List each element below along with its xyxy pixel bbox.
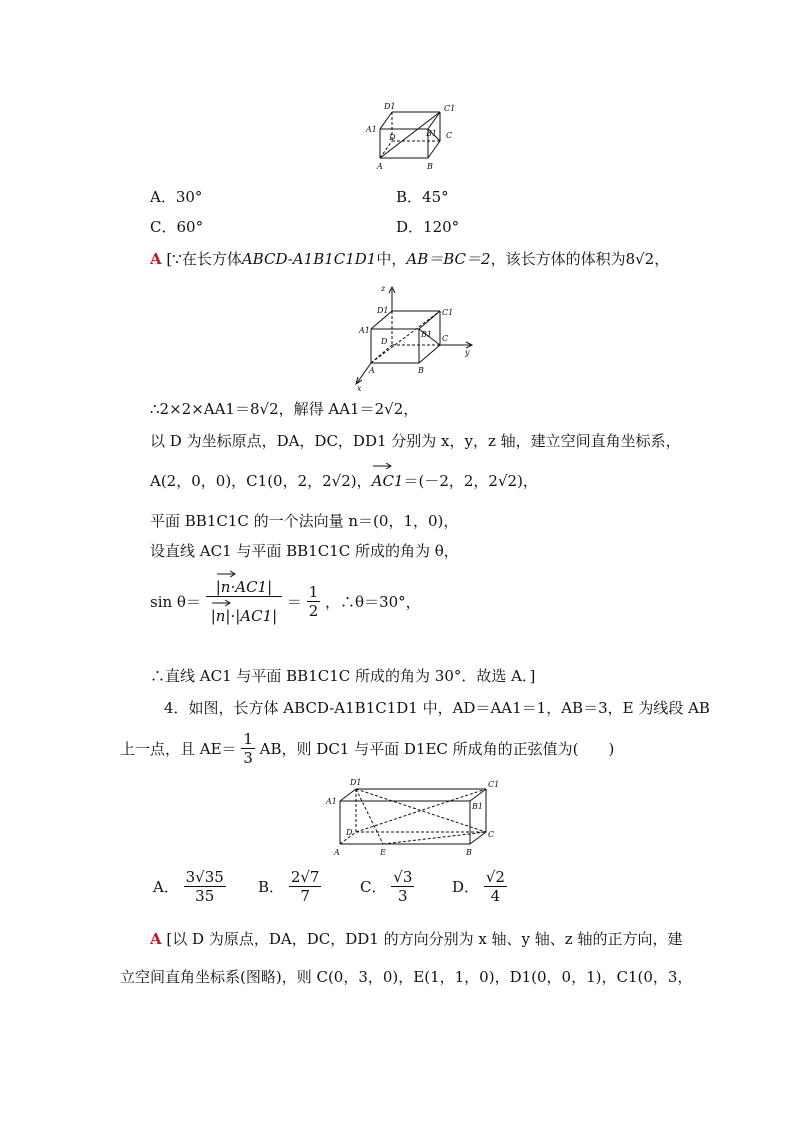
fig1-label: C1 — [444, 104, 456, 113]
q3-sin-formula: sin θ＝ $\frac{|n\cdot AC1|}{|n|\cdot|AC1|}$ ＝ $\frac{1}{2}$ ，∴θ＝30°， — [150, 578, 421, 625]
fig1-label: D — [389, 133, 396, 142]
q4-option-c: C． $\frac{√3}{3}$ — [360, 868, 413, 905]
q3-option-c: C．60° — [150, 218, 204, 236]
q3-option-b: B．45° — [396, 188, 449, 206]
fig3-label: C — [488, 830, 495, 839]
fig2-label: A1 — [359, 326, 370, 335]
fig1-label: A — [377, 162, 383, 171]
q3-step-5: 设直线 AC1 与平面 BB1C1C 所成的角为 θ， — [150, 542, 459, 560]
fig1-label: A1 — [366, 125, 377, 134]
q4-option-d: D． $\frac{√2}{4}$ — [452, 868, 505, 905]
q3-step-2: 以 D 为坐标原点，DA，DC，DD1 分别为 x，y，z 轴，建立空间直角坐标系， — [150, 432, 681, 450]
fig2-label: C1 — [442, 308, 454, 317]
vector-arrow-icon — [372, 461, 392, 469]
fig2-label: x — [357, 384, 362, 393]
fig2-label: z — [381, 284, 386, 293]
fig3-label: E — [380, 848, 386, 857]
fig3-label: A1 — [326, 797, 337, 806]
q4-frac-one-third: $\frac{1}{3}$ — [243, 730, 253, 767]
fig2-label: B — [418, 366, 424, 375]
answer-letter: A — [150, 250, 162, 268]
fig2-label: A — [369, 366, 375, 375]
fig3-label: D1 — [350, 778, 362, 787]
sin-fraction: $\frac{|n\cdot AC1|}{|n|\cdot|AC1|}$ — [206, 578, 282, 625]
q3-option-a: A．30° — [150, 188, 203, 206]
answer-letter: A — [150, 930, 162, 948]
fig2-label: D1 — [377, 306, 389, 315]
q3-step-3: A(2，0，0)，C1(0，2，2√2)， AC1＝(－2，2，2√2)， — [150, 470, 538, 492]
fig3-label: B1 — [472, 802, 483, 811]
vector-ac1: AC1 — [372, 470, 404, 492]
fig3-label: D — [346, 828, 353, 837]
fig1-label: C — [446, 131, 453, 140]
q4-answer-line-1: A [以 D 为原点，DA，DC，DD1 的方向分别为 x 轴、y 轴、z 轴的正方向，建 — [150, 930, 683, 948]
q4-stem-line-2: 上一点，且 AE＝ $\frac{1}{3}$ AB，则 DC1 与平面 D1EC 所成角的正弦值为( ) — [120, 730, 615, 767]
q3-conclusion: ∴直线 AC1 与平面 BB1C1C 所成的角为 30°．故选 A．] — [150, 667, 536, 685]
fig3-label: C1 — [488, 780, 500, 789]
figure-2-cuboid-axes — [345, 283, 480, 393]
fig2-label: C — [442, 334, 449, 343]
fig2-label: B1 — [421, 330, 432, 339]
q4-answer-line-2: 立空间直角坐标系(图略)，则 C(0，3，0)，E(1，1，0)，D1(0，0，1)，C1(0，3， — [120, 968, 693, 986]
vector-arrow-icon — [216, 569, 236, 577]
fig1-label: B — [427, 162, 433, 171]
fig1-label: B1 — [426, 129, 437, 138]
figure-1-cuboid — [360, 98, 470, 174]
q4-option-a: A． $\frac{3√35}{35}$ — [153, 868, 224, 905]
figure-3-long-cuboid — [322, 775, 502, 859]
q4-stem-line-1: 4．如图，长方体 ABCD-A1B1C1D1 中，AD＝AA1＝1，AB＝3，E 为线段 AB — [164, 699, 710, 717]
q4-option-b: B． $\frac{2√7}{7}$ — [258, 868, 320, 905]
fig1-label: D1 — [384, 102, 396, 111]
q3-answer-intro: A [∵在长方体ABCD-A1B1C1D1中，AB＝BC＝2，该长方体的体积为8√2， — [150, 250, 670, 268]
fig2-label: D — [381, 337, 388, 346]
q3-option-d: D．120° — [396, 218, 460, 236]
vector-arrow-icon — [211, 598, 231, 606]
q3-step-1: ∴2×2×AA1＝8√2，解得 AA1＝2√2， — [150, 400, 419, 418]
fig3-label: B — [466, 848, 472, 857]
half-fraction: $\frac{1}{2}$ — [308, 583, 319, 620]
fig3-label: A — [334, 848, 340, 857]
fig2-label: y — [465, 348, 470, 357]
q3-step-4: 平面 BB1C1C 的一个法向量 n＝(0，1，0)， — [150, 512, 459, 530]
